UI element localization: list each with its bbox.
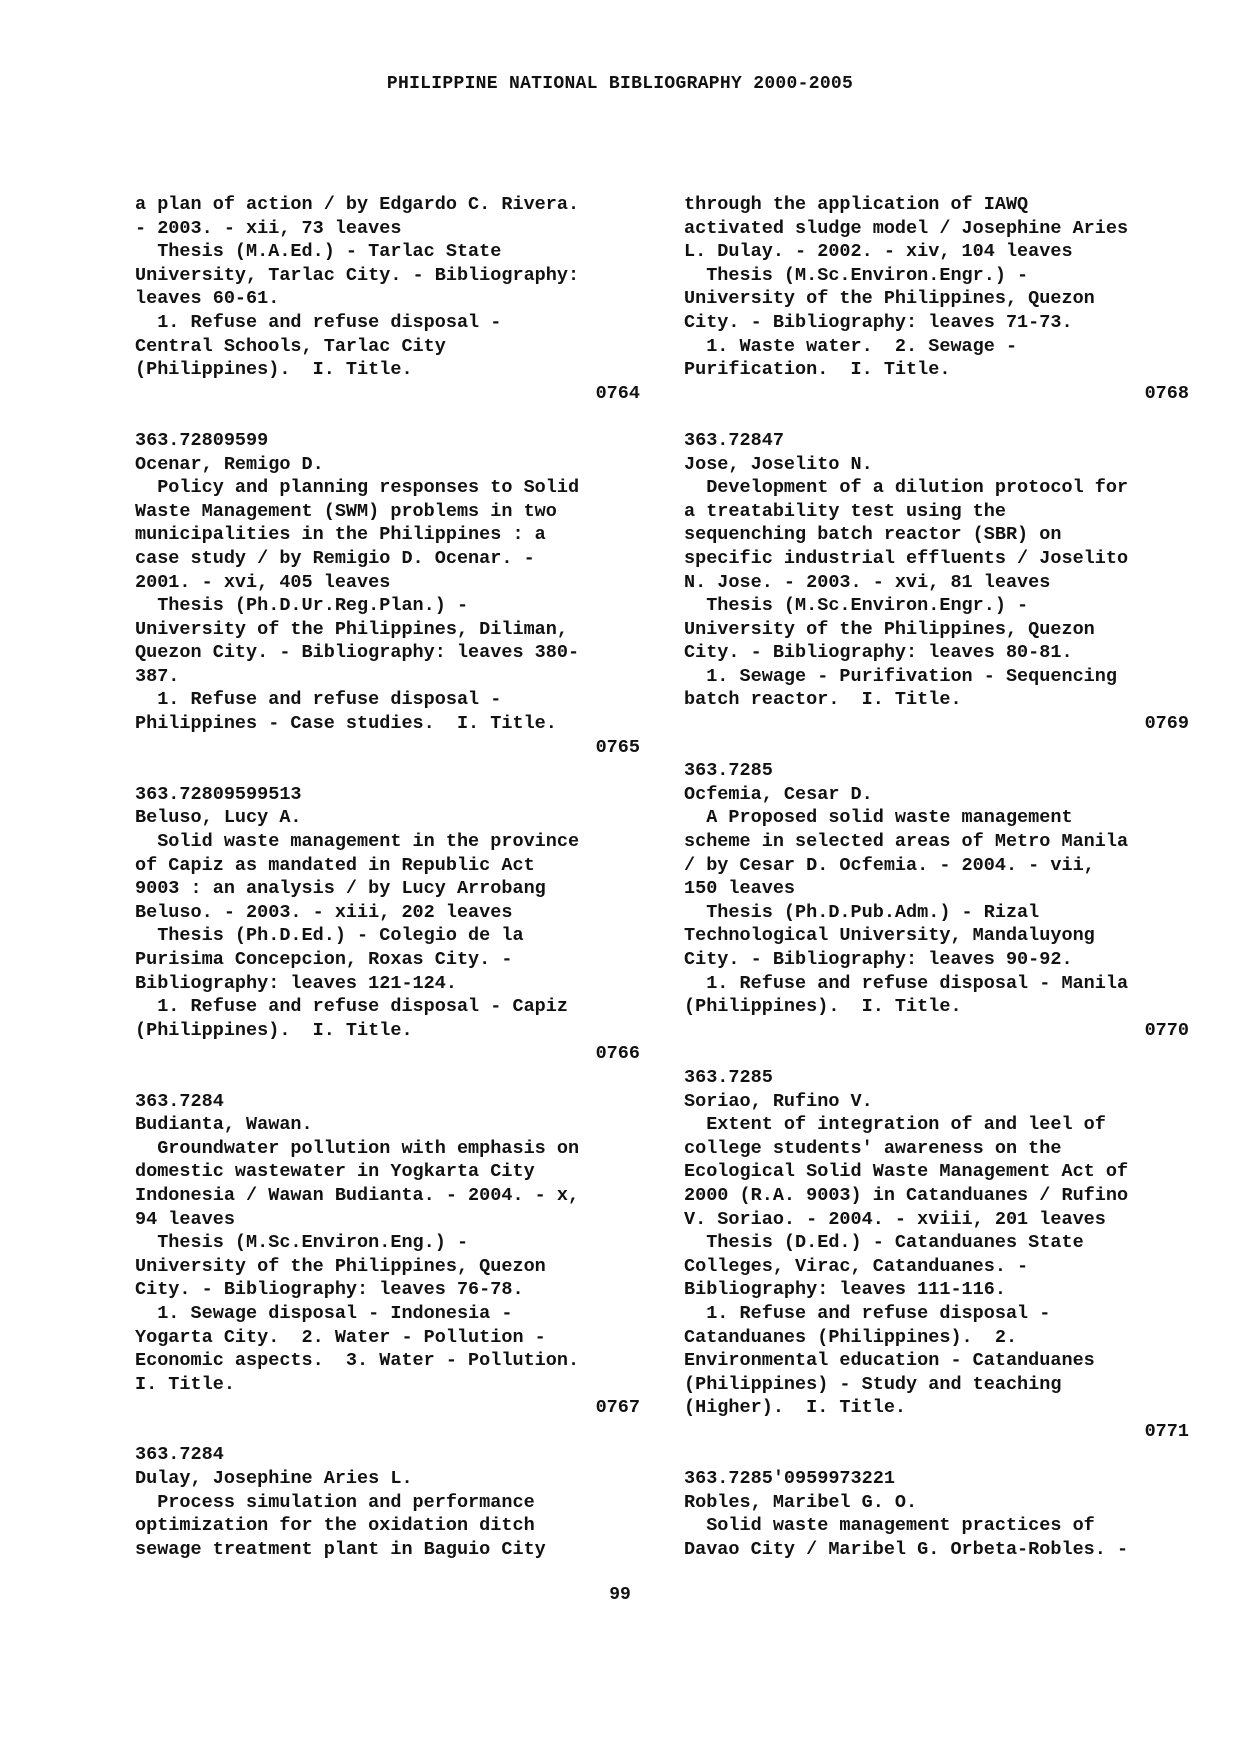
text-line: 2001. - xvi, 405 leaves [135, 571, 391, 593]
text-line: 1. Refuse and refuse disposal - Manila [684, 972, 1129, 994]
text-line: Thesis (Ph.D.Ed.) - Colegio de la [135, 925, 524, 947]
text-line: leaves 60-61. [135, 288, 280, 310]
text-line: Bibliography: leaves 111-116. [684, 1279, 1006, 1301]
text-line: 387. [135, 665, 180, 687]
text-line: University of the Philippines, Quezon [684, 618, 1095, 640]
text-line: scheme in selected areas of Metro Manila [684, 831, 1129, 853]
text-line: Thesis (M.Sc.Environ.Eng.) - [135, 1232, 469, 1254]
text-line: - 2003. - xii, 73 leaves [135, 217, 402, 239]
text-line: (Philippines) - Study and teaching [684, 1373, 1062, 1395]
text-line: 1. Refuse and refuse disposal - [684, 1302, 1051, 1324]
text-line: Robles, Maribel G. O. [684, 1491, 918, 1513]
entry-number: 0767 [595, 1397, 640, 1419]
text-line: City. - Bibliography: leaves 71-73. [684, 311, 1073, 333]
text-line: 1. Waste water. 2. Sewage - [684, 335, 1018, 357]
text-line: Beluso, Lucy A. [135, 807, 302, 829]
text-line: University of the Philippines, Quezon [684, 288, 1095, 310]
entry-number: 0770 [1144, 1019, 1189, 1041]
text-line: Policy and planning responses to Solid [135, 477, 580, 499]
text-line: Technological University, Mandaluyong [684, 925, 1095, 947]
text-line: specific industrial effluents / Joselito [684, 547, 1129, 569]
text-line: Bibliography: leaves 121-124. [135, 972, 457, 994]
text-line: (Higher). I. Title. [684, 1397, 907, 1419]
page-number: 99 [609, 1585, 631, 1605]
text-line: sewage treatment plant in Baguio City [135, 1538, 546, 1560]
text-line: Ocenar, Remigo D. [135, 453, 324, 475]
text-line: Catanduanes (Philippines). 2. [684, 1326, 1018, 1348]
text-line: (Philippines). I. Title. [684, 996, 962, 1018]
left-column [135, 193, 640, 1561]
text-line: Environmental education - Catanduanes [684, 1350, 1095, 1372]
text-line: 1. Sewage - Purifivation - Sequencing [684, 665, 1117, 687]
text-line: of Capiz as mandated in Republic Act [135, 854, 535, 876]
text-line: Indonesia / Wawan Budianta. - 2004. - x, [135, 1184, 580, 1206]
text-line: 363.7285'0959973221 [684, 1468, 895, 1490]
text-line: Extent of integration of and leel of [684, 1114, 1106, 1136]
text-line: through the application of IAWQ [684, 194, 1029, 215]
text-line: 150 leaves [684, 878, 796, 900]
blank-line [135, 405, 640, 429]
text-line: Groundwater pollution with emphasis on [135, 1137, 580, 1159]
text-line: 363.7285 [684, 1066, 773, 1088]
text-line: 2000 (R.A. 9003) in Catanduanes / Rufino [684, 1184, 1129, 1206]
text-line: Thesis (D.Ed.) - Catanduanes State [684, 1232, 1084, 1254]
text-line: a plan of action / by Edgardo C. Rivera. [135, 194, 580, 215]
right-column [684, 193, 1189, 1561]
text-line: Philippines - Case studies. I. Title. [135, 713, 557, 735]
text-line: Davao City / Maribel G. Orbeta-Robles. - [684, 1538, 1129, 1560]
text-line: 9003 : an analysis / by Lucy Arrobang [135, 878, 546, 900]
text-line: 1. Refuse and refuse disposal - Capiz [135, 996, 568, 1018]
blank-line [684, 1443, 1189, 1467]
text-line: 363.72847 [684, 429, 784, 451]
entry-number: 0771 [1144, 1420, 1189, 1442]
text-line: activated sludge model / Josephine Aries [684, 217, 1129, 239]
text-line: Economic aspects. 3. Water - Pollution. [135, 1350, 580, 1372]
text-line: Thesis (M.Sc.Environ.Engr.) - [684, 595, 1029, 617]
text-line: 1. Refuse and refuse disposal - [135, 689, 502, 711]
text-line: Thesis (Ph.D.Ur.Reg.Plan.) - [135, 595, 469, 617]
entry-number: 0766 [595, 1043, 640, 1065]
text-line: Waste Management (SWM) problems in two [135, 500, 557, 522]
text-line: N. Jose. - 2003. - xvi, 81 leaves [684, 571, 1051, 593]
text-line: Thesis (Ph.D.Pub.Adm.) - Rizal [684, 901, 1040, 923]
text-line: Ecological Solid Waste Management Act of [684, 1161, 1129, 1183]
text-line: college students' awareness on the [684, 1137, 1062, 1159]
text-line: University, Tarlac City. - Bibliography: [135, 264, 580, 286]
text-line: 94 leaves [135, 1208, 235, 1230]
text-line: 363.7285 [684, 760, 773, 782]
text-line: municipalities in the Philippines : a [135, 524, 546, 546]
text-line: batch reactor. I. Title. [684, 689, 962, 711]
text-line: V. Soriao. - 2004. - xviii, 201 leaves [684, 1208, 1106, 1230]
text-line: Central Schools, Tarlac City [135, 335, 446, 357]
text-line: 1. Refuse and refuse disposal - [135, 311, 502, 333]
entry-number: 0764 [595, 382, 640, 404]
entry-number: 0768 [1144, 382, 1189, 404]
text-line: L. Dulay. - 2002. - xiv, 104 leaves [684, 241, 1073, 263]
text-line: (Philippines). I. Title. [135, 1019, 413, 1041]
text-line: Purisima Concepcion, Roxas City. - [135, 949, 513, 970]
text-line: Solid waste management practices of [684, 1515, 1095, 1537]
text-line: case study / by Remigio D. Ocenar. - [135, 547, 535, 569]
entry-number: 0765 [595, 736, 640, 758]
text-line: 363.72809599 [135, 429, 269, 451]
text-line: University of the Philippines, Diliman, [135, 618, 568, 640]
text-line: 363.7284 [135, 1090, 224, 1112]
text-line: City. - Bibliography: leaves 90-92. [684, 949, 1073, 970]
text-line: Soriao, Rufino V. [684, 1090, 873, 1112]
text-line: optimization for the oxidation ditch [135, 1515, 535, 1537]
blank-line [135, 1420, 640, 1444]
text-line: / by Cesar D. Ocfemia. - 2004. - vii, [684, 854, 1095, 876]
text-line: Beluso. - 2003. - xiii, 202 leaves [135, 901, 513, 923]
text-line: Yogarta City. 2. Water - Pollution - [135, 1326, 546, 1348]
blank-line [135, 759, 640, 783]
text-line: Process simulation and performance [135, 1491, 535, 1513]
blank-line [684, 736, 1189, 760]
text-line: Solid waste management in the province [135, 831, 580, 853]
text-line: I. Title. [135, 1373, 235, 1395]
text-line: University of the Philippines, Quezon [135, 1255, 546, 1277]
text-line: Dulay, Josephine Aries L. [135, 1468, 413, 1490]
text-line: 363.7284 [135, 1444, 224, 1466]
text-line: City. - Bibliography: leaves 76-78. [135, 1279, 524, 1301]
text-line: domestic wastewater in Yogkarta City [135, 1161, 535, 1183]
text-line: Ocfemia, Cesar D. [684, 783, 873, 805]
entry-number: 0769 [1144, 713, 1189, 735]
text-line: a treatability test using the [684, 500, 1006, 522]
text-line: 363.72809599513 [135, 783, 302, 805]
page-header: PHILIPPINE NATIONAL BIBLIOGRAPHY 2000-2005 [386, 74, 854, 94]
text-line: 1. Sewage disposal - Indonesia - [135, 1302, 513, 1324]
text-line: Purification. I. Title. [684, 359, 951, 381]
text-line: City. - Bibliography: leaves 80-81. [684, 642, 1073, 664]
text-line: Budianta, Wawan. [135, 1114, 313, 1136]
blank-line [684, 1042, 1189, 1066]
text-line: (Philippines). I. Title. [135, 359, 413, 381]
text-line: A Proposed solid waste management [684, 807, 1073, 829]
blank-line [684, 405, 1189, 429]
text-line: Development of a dilution protocol for [684, 477, 1129, 499]
text-line: Colleges, Virac, Catanduanes. - [684, 1255, 1029, 1277]
text-line: Jose, Joselito N. [684, 453, 873, 475]
text-line: Thesis (M.Sc.Environ.Engr.) - [684, 264, 1029, 286]
text-line: Quezon City. - Bibliography: leaves 380- [135, 642, 580, 664]
text-line: Thesis (M.A.Ed.) - Tarlac State [135, 241, 502, 263]
blank-line [135, 1066, 640, 1090]
text-line: sequenching batch reactor (SBR) on [684, 524, 1062, 546]
